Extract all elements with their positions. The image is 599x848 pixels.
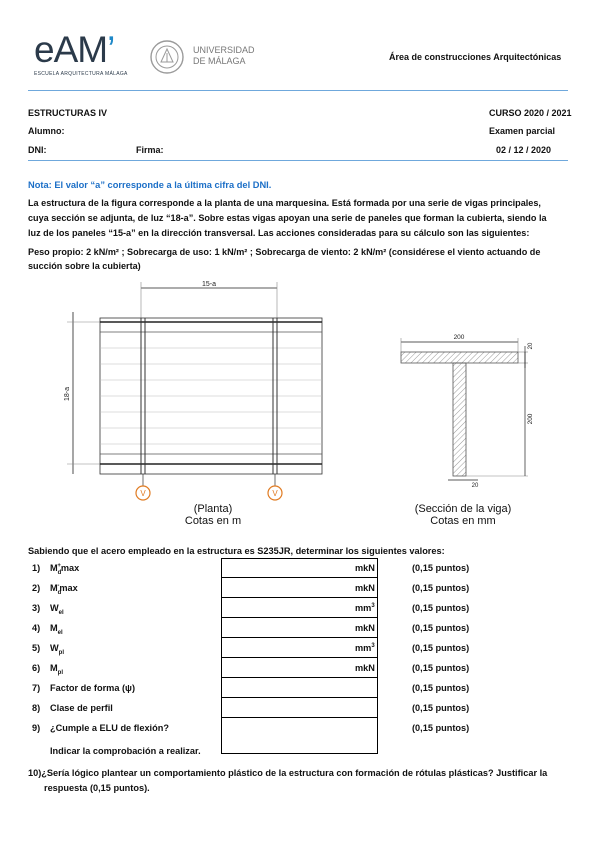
answer-box[interactable] (221, 698, 378, 718)
plan-dim-left: 18-a (64, 386, 71, 402)
header-rule (28, 90, 568, 91)
plan-caption (168, 503, 258, 527)
question-intro: Sabiendo que el acero empleado en la estructura es S235JR, determinar los siguientes valores: (28, 546, 445, 556)
question-symbol: M (50, 583, 58, 594)
exam-type-label: Examen parcial (489, 126, 556, 136)
plan-figure (40, 278, 340, 516)
section-flange (401, 352, 518, 363)
plan-caption-1: (Planta) (193, 503, 233, 515)
question-suffix: max (59, 583, 78, 594)
subject-label: ESTRUCTURAS IV (28, 108, 108, 118)
question-10 (28, 766, 573, 796)
question-points: (0,15 puntos) (412, 663, 470, 673)
statement-line2: cuya sección se adjunta, de luz “18-a”. Sobre estas vigas apoyan una serie de paneles que forman la cubierta, siendo la (28, 213, 547, 223)
section-dim-width: 200 (453, 334, 465, 341)
question-row (28, 618, 573, 638)
question-number: 4) (32, 623, 41, 633)
question-number: 5) (32, 643, 41, 653)
question-9-extra: Indicar la comprobación a realizar. (50, 746, 201, 756)
question-points: (0,15 puntos) (412, 623, 470, 633)
question-unit (355, 583, 375, 593)
info-rule (28, 160, 568, 161)
question-symbol: M (50, 663, 58, 673)
section-caption (408, 503, 518, 527)
question-label (50, 603, 64, 616)
university-name (193, 45, 255, 67)
course-label: CURSO 2020 / 2021 (489, 108, 572, 118)
question-unit (355, 623, 375, 633)
question-10-line1: 10)¿Sería lógico plantear un comportamiento plástico de la estructura con formación de rótulas plásticas? Justificar la (28, 768, 548, 778)
school-logo (34, 30, 114, 70)
question-row (28, 718, 573, 738)
plan-dim-top: 15-a (201, 281, 217, 288)
answer-table (28, 558, 573, 758)
question-10-line2: respuesta (0,15 puntos). (44, 783, 150, 793)
logo-brand: eAM (34, 29, 108, 70)
question-row (28, 698, 573, 718)
question-symbol: M (50, 563, 58, 574)
question-subscript: el (57, 629, 63, 636)
unit-text: mkN (355, 623, 375, 633)
question-label (50, 703, 113, 713)
support-left-label: V (140, 489, 146, 498)
question-points: (0,15 puntos) (412, 703, 470, 713)
question-row (28, 578, 573, 598)
statement-line1: La estructura de la figura corresponde a la planta de una marquesina. Está formada por una serie de vigas principales, (28, 198, 541, 208)
plan-caption-2: Cotas en m (184, 515, 242, 527)
question-row (28, 638, 573, 658)
question-subscript: pl (58, 649, 65, 656)
section-web (453, 363, 466, 476)
question-points: (0,15 puntos) (412, 603, 470, 613)
question-label (50, 583, 78, 596)
loads-line1: Peso propio: 2 kN/m² ; Sobrecarga de uso: 1 kN/m² ; Sobrecarga de viento: 2 kN/m² (considérese el viento actuando de (28, 247, 541, 257)
question-row (28, 558, 573, 578)
question-unit (355, 563, 375, 573)
question-subscript: d (57, 569, 62, 576)
section-figure (380, 320, 550, 500)
question-number: 2) (32, 583, 41, 593)
section-dim-web: 20 (471, 483, 479, 489)
student-label: Alumno: (28, 126, 65, 136)
question-symbol: W (50, 603, 59, 613)
unit-text: mkN (355, 563, 375, 573)
question-subscript: pl (57, 669, 63, 676)
loads-paragraph (28, 245, 573, 273)
question-row (28, 658, 573, 678)
question-superscript: + (57, 563, 61, 569)
statement-paragraph (28, 196, 573, 241)
question-points: (0,15 puntos) (412, 563, 470, 573)
loads-line2: succión sobre la cubierta) (28, 261, 141, 271)
unit-text: mm (355, 603, 372, 614)
question-number: 3) (32, 603, 41, 613)
question-superscript: - (57, 583, 60, 589)
answer-box[interactable] (221, 678, 378, 698)
question-symbol: W (50, 643, 59, 653)
department-title: Área de construcciones Arquitectónicas (389, 52, 562, 62)
logo-subtitle: ESCUELA ARQUITECTURA MÁLAGA (34, 71, 128, 77)
support-right-label: V (272, 489, 278, 498)
question-unit (355, 663, 375, 673)
question-unit (355, 643, 375, 653)
question-label (50, 623, 63, 636)
unit-text: mm (355, 643, 372, 654)
signature-label: Firma: (136, 145, 164, 155)
note-text: Nota: El valor “a” corresponde a la última cifra del DNI. (28, 180, 272, 190)
plan-drawing (67, 282, 322, 500)
university-line1: UNIVERSIDAD (193, 45, 255, 55)
question-symbol: ¿Cumple a ELU de flexión? (50, 723, 169, 733)
exam-date: 02 / 12 / 2020 (496, 145, 552, 155)
question-symbol: Clase de perfil (50, 703, 113, 713)
dni-label: DNI: (28, 145, 47, 155)
question-suffix: max (60, 563, 80, 574)
question-number: 1) (32, 563, 41, 573)
question-points: (0,15 puntos) (412, 583, 470, 593)
question-label (50, 683, 135, 693)
unit-text: mkN (355, 663, 375, 673)
logo-accent: ’ (107, 29, 115, 70)
question-number: 8) (32, 703, 41, 713)
question-subscript: d (57, 589, 62, 596)
unit-text: mkN (355, 583, 375, 593)
question-symbol: M (50, 623, 58, 633)
university-seal-icon (150, 40, 184, 74)
statement-line3: luz de los paneles “15-a” en la dirección transversal. Las acciones consideradas para su cálculo son las siguientes: (28, 228, 530, 238)
question-label (50, 563, 79, 576)
unit-exponent: 3 (371, 603, 375, 609)
section-caption-1: (Sección de la viga) (414, 503, 512, 515)
unit-exponent: 3 (371, 643, 375, 649)
question-points: (0,15 puntos) (412, 643, 470, 653)
question-unit (355, 603, 375, 613)
question-label (50, 643, 64, 656)
answer-box[interactable] (221, 718, 378, 754)
section-caption-2: Cotas en mm (430, 515, 496, 527)
question-points: (0,15 puntos) (412, 683, 470, 693)
question-row (28, 598, 573, 618)
question-label (50, 723, 169, 733)
question-label (50, 663, 63, 676)
section-dim-flange: 20 (528, 342, 534, 350)
university-line2: DE MÁLAGA (193, 56, 246, 66)
question-symbol: Factor de forma (ψ) (50, 683, 136, 693)
question-number: 6) (32, 663, 41, 673)
question-subscript: el (58, 609, 64, 616)
section-drawing (401, 338, 528, 480)
section-dim-height: 200 (527, 413, 534, 425)
question-row (28, 678, 573, 698)
question-number: 9) (32, 723, 41, 733)
question-points: (0,15 puntos) (412, 723, 470, 733)
question-number: 7) (32, 683, 41, 693)
